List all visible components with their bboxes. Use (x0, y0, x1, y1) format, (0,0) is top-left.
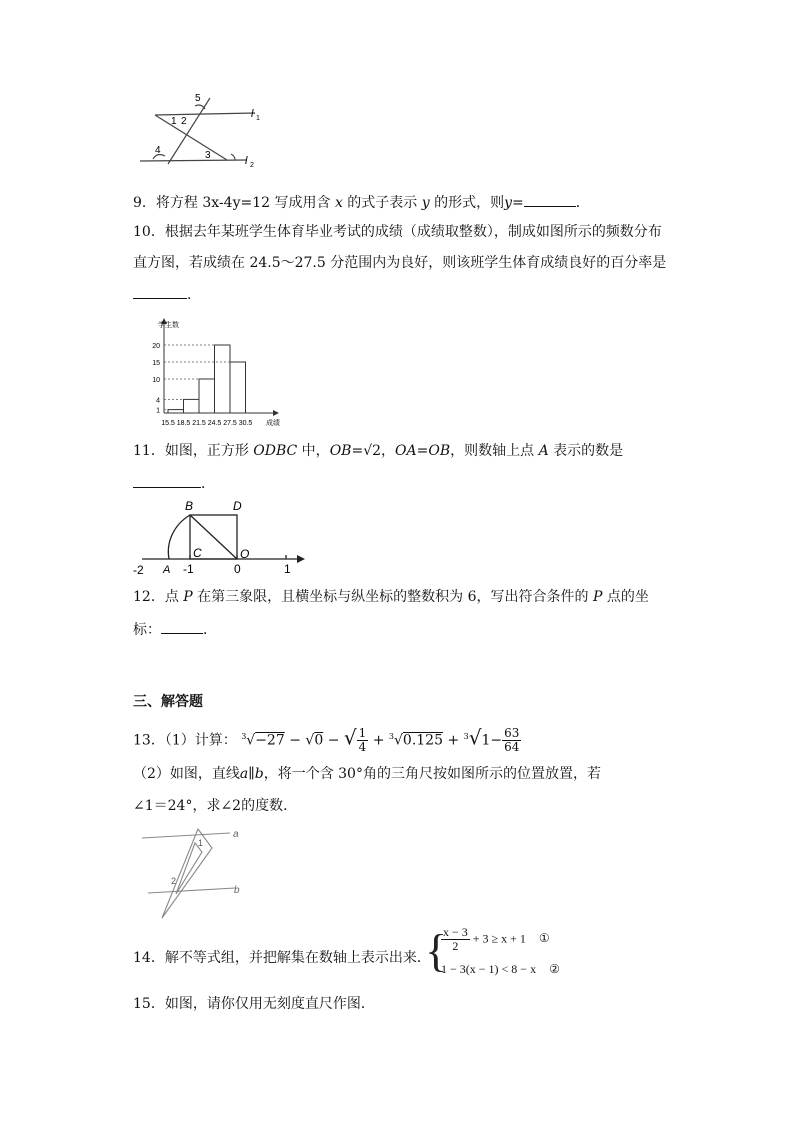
angle-label-3: 3 (205, 150, 211, 161)
q11-t1: 中， (297, 443, 330, 459)
label-l2: l (245, 155, 248, 167)
q13-f1n: 1 (358, 726, 367, 741)
histogram-bar (168, 410, 184, 413)
q13-sqrt0: √0 (305, 732, 324, 749)
q14-brace: { (425, 925, 448, 976)
x-tick-label: 24.5 (207, 420, 222, 427)
q11-odbc: ODBC (253, 443, 298, 459)
question-10-line2: 直方图，若成绩在 24.5～27.5 分范围内为良好，则该班学生体育成绩良好的百分率是 (133, 255, 667, 271)
q14-e1r: + 3 ≥ x + 1 (472, 931, 526, 946)
q14-e1d: 2 (452, 939, 459, 953)
q12-text-a: 12．点 (133, 589, 184, 605)
label-l1-sub: 1 (256, 115, 260, 122)
q12-end: ． (203, 622, 217, 638)
q13-label: 13．（1）计算： (133, 732, 237, 749)
y-tick-label: 10 (152, 377, 160, 384)
angle-1-label: 1 (198, 838, 204, 848)
frequency-histogram (138, 315, 288, 427)
q13-cbrt-neg27: √−27 (246, 732, 285, 749)
q13-f2n: 63 (504, 726, 520, 741)
x-tick-label: 21.5 (192, 420, 206, 427)
q9-expr: 3x-4y=12 (202, 195, 271, 211)
x-axis-label: 成绩 (266, 420, 280, 427)
q11-answer-blank[interactable] (133, 473, 201, 488)
q9-var-x: x (334, 195, 343, 211)
question-11-line2 (133, 473, 215, 494)
question-11 (133, 441, 623, 461)
y-tick-label: 1 (156, 407, 160, 415)
question-12-line1 (133, 587, 649, 607)
q13-minus2: − (327, 732, 340, 749)
point-c: C (193, 546, 202, 560)
line-l2 (140, 160, 247, 161)
q13-p2a: （2）如图，直线 (133, 766, 240, 782)
q9-number: 9． (133, 195, 156, 211)
q11-oa: OA (395, 443, 417, 459)
angle-label-1: 1 (171, 116, 177, 127)
q14-e1n: x − 3 (443, 925, 468, 939)
q11-ob: OB (329, 443, 352, 459)
number-line-arrow (297, 555, 305, 563)
q14-eq2 (441, 962, 560, 977)
label-m2: -2 (133, 563, 144, 577)
q9-text-b: 写成用含 (270, 195, 335, 211)
angle-label-4: 4 (155, 145, 161, 156)
label-0: 0 (234, 562, 241, 576)
angle-label-2: 2 (181, 116, 187, 127)
q12-text-c: 点的坐 (602, 589, 649, 605)
q13-ab: a∥b (239, 766, 264, 782)
q9-text-d: 的形式，则 (429, 195, 505, 211)
q9-answer-blank[interactable] (524, 192, 576, 207)
question-10-line1: 10．根据去年某班学生体育毕业考试的成绩（成绩取整数），制成如图所示的频数分布 (133, 224, 662, 240)
x-tick-label: 15.5 (161, 420, 175, 427)
q13-r5a: 1− (481, 732, 503, 749)
question-13-part1: 13．（1）计算： $^3$√−27 − √0 − √ $\frac{1}{4}$ + $^3$√0.125 + $^3$√1− $\frac{63}{64}$ (133, 725, 520, 755)
angle-label-5: 5 (195, 93, 201, 104)
q13-minus1: − (289, 732, 301, 749)
q10-answer-blank[interactable] (133, 284, 187, 299)
question-12-line2 (133, 619, 217, 640)
q9-var-y2: y (504, 195, 513, 211)
q11-a: A (538, 443, 549, 459)
question-9 (133, 192, 590, 213)
point-a: A (163, 564, 171, 576)
q13-r4: 0.125 (402, 732, 444, 749)
histogram-bar (215, 345, 231, 413)
q11-t5: ，则数轴上点 (450, 443, 539, 459)
angle-arc-3 (231, 154, 235, 160)
question-15: 15．如图，请你仅用无刻度直尺作图． (133, 996, 375, 1012)
q12-answer-blank[interactable] (161, 619, 203, 634)
q11-t4: = (416, 443, 429, 459)
square-numberline-figure (130, 497, 310, 577)
q14-eq1-frac (441, 926, 470, 953)
q9-var-y: y (421, 195, 430, 211)
q14-c1: ① (538, 931, 550, 946)
histogram-bar (184, 399, 200, 413)
q13-cbrt-0125: √0.125 (394, 732, 444, 749)
q9-text-c: 的式子表示 (342, 195, 422, 211)
q14-c2: ② (549, 962, 560, 976)
q11-end: ． (201, 476, 215, 492)
transversal-1 (155, 115, 227, 160)
q13-p2b: ，将一个含 30°角的三角尺按如图所示的位置放置，若 (263, 766, 601, 782)
histogram-bar (199, 379, 215, 413)
line-a (142, 833, 230, 838)
section-heading: 三、解答题 (133, 694, 203, 710)
x-tick-label: 18.5 (176, 420, 191, 427)
q13-r2: 0 (314, 732, 324, 749)
x-axis-arrow (273, 410, 279, 416)
q9-text-e: = (512, 195, 524, 211)
q11-t2: = (351, 443, 364, 459)
question-14: 14．解不等式组，并把解集在数轴上表示出来． (133, 950, 431, 966)
q12-p: P (183, 589, 193, 605)
q9-text-a: 将方程 (155, 195, 203, 211)
line-l1 (155, 113, 255, 115)
triangle-ruler-figure (140, 826, 245, 924)
q12-text-b: 在第三象限，且横坐标与纵坐标的整数积为 6，写出符合条件的 (192, 589, 593, 605)
q11-sqrt2: √2 (363, 443, 382, 459)
point-d: D (233, 499, 242, 513)
label-m1: -1 (183, 562, 194, 576)
question-13-part2 (133, 764, 601, 784)
triangle-ruler-outer (162, 829, 212, 918)
q13-frac-quarter (357, 727, 369, 754)
q13-p2d: ，求∠2的度数． (192, 798, 298, 814)
q14-e2: 1 − 3(x − 1) < 8 − x (441, 962, 537, 976)
angle-2-label: 2 (171, 876, 177, 886)
y-tick-label: 15 (152, 360, 160, 367)
q11-ob2: OB (428, 443, 451, 459)
arc-oa (168, 515, 190, 559)
question-13-part2-line2 (133, 796, 297, 816)
label-l1: l (251, 108, 254, 120)
point-b: B (185, 499, 194, 513)
q10-end: ． (187, 287, 201, 303)
point-o: O (240, 547, 250, 561)
q13-sqrt-sign: √ (343, 725, 357, 750)
label-a: a (233, 829, 239, 840)
q14-eq1 (441, 926, 550, 953)
histogram-bar (230, 362, 246, 413)
q12-p2: P (592, 589, 603, 605)
x-tick-label: 30.5 (238, 420, 253, 427)
line-b (148, 888, 235, 893)
y-tick-label: 4 (156, 397, 160, 405)
q13-f1d: 4 (358, 740, 367, 755)
q13-frac-63-64 (502, 727, 521, 754)
q12-label: 标： (133, 622, 161, 638)
q11-text: 11．如图，正方形 (133, 443, 254, 459)
q13-plus2: + (447, 732, 460, 749)
q13-plus1: + (372, 732, 385, 749)
q11-t6: 表示的数是 (548, 443, 624, 459)
q13-r1: −27 (255, 732, 285, 749)
y-axis-label: 学生数 (158, 322, 179, 329)
q14-system (425, 926, 565, 981)
q11-t3: ， (381, 443, 396, 459)
label-1: 1 (284, 562, 291, 576)
q9-end: ． (575, 195, 590, 211)
y-tick-label: 20 (152, 343, 160, 350)
q13-p2c: ∠1＝24° (133, 798, 193, 814)
q13-f2d: 64 (504, 740, 520, 755)
label-l2-sub: 2 (250, 162, 254, 169)
question-10-line3 (133, 284, 201, 305)
x-tick-label: 27.5 (223, 420, 237, 427)
parallel-lines-figure (135, 88, 265, 170)
label-b: b (234, 885, 240, 896)
q13-cbrt-sign: √ (468, 725, 482, 750)
